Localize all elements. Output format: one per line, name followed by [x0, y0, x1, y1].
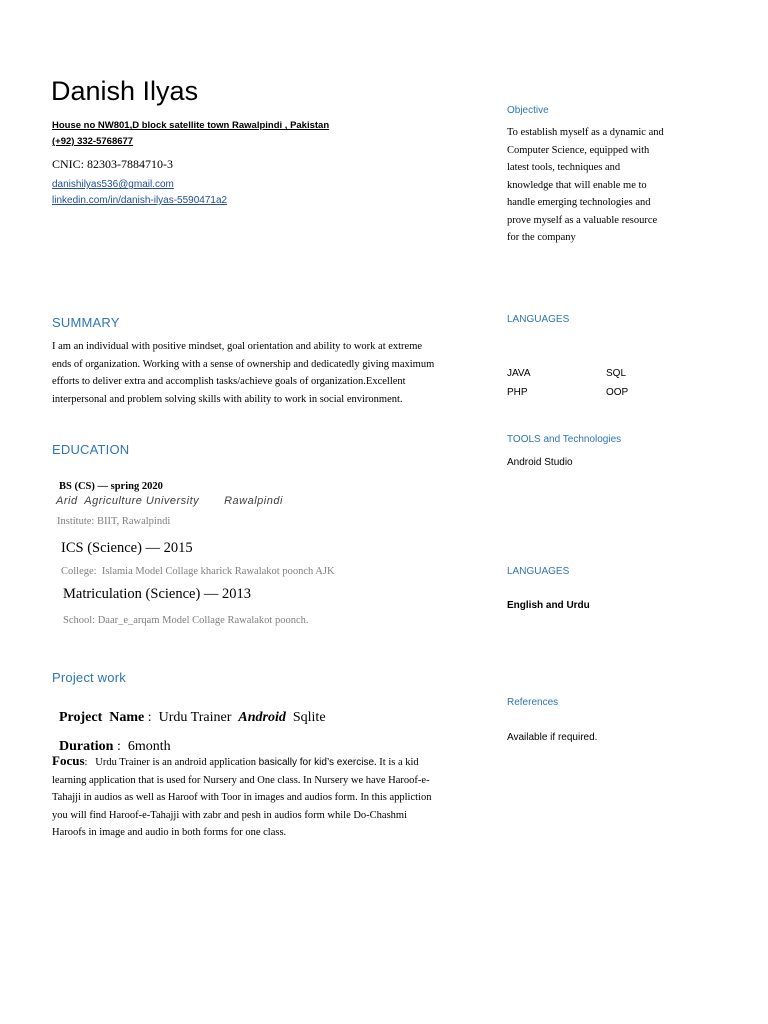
objective-line: To establish myself as a dynamic and — [507, 127, 664, 138]
bs-title: BS (CS) — spring 2020 — [59, 481, 163, 492]
cnic: CNIC: 82303-7884710-3 — [52, 157, 173, 171]
ics-title: ICS (Science) — 2015 — [61, 540, 193, 556]
matric-title: Matriculation (Science) — 2013 — [63, 586, 252, 602]
language-oop: OOP — [606, 387, 629, 398]
language-sql: SQL — [606, 368, 627, 379]
focus-intro-end: . It is a kid — [374, 757, 419, 768]
objective-line: for the company — [507, 232, 576, 243]
objective-line: Computer Science, equipped with — [507, 144, 650, 156]
focus-line: Haroofs in image and audio in both forms for one class. — [52, 827, 287, 838]
tools-heading: TOOLS and Technologies — [507, 434, 622, 445]
summary-line: interpersonal and problem solving skills with ability to work in social environment. — [52, 393, 403, 405]
duration-row — [52, 723, 171, 755]
candidate-name: Danish Ilyas — [51, 76, 199, 106]
language-php: PHP — [507, 387, 528, 398]
ics-college: College: Islamia Model Collage kharick Rawalakot poonch AJK — [61, 566, 335, 577]
bs-institute: Institute: BIIT, Rawalpindi — [57, 516, 171, 527]
tools-value: Android Studio — [507, 457, 573, 468]
phone: (+92) 332-5768677 — [52, 136, 134, 147]
duration-label: Duration — [59, 739, 114, 754]
focus-label: Focus — [52, 753, 85, 768]
spoken-languages-value: English and Urdu — [507, 600, 590, 611]
focus-text — [52, 752, 472, 842]
linkedin-link[interactable]: linkedin.com/in/danish-ilyas-5590471a2 — [52, 195, 228, 206]
summary-line: ends of organization. Working with a sense of ownership and dedicatedly giving maximum — [52, 358, 435, 370]
languages-heading: LANGUAGES — [507, 314, 570, 325]
focus-line: Tahajji in audios as well as Haroof with Toor in images and audios form. In this appliction — [52, 792, 432, 803]
references-heading: References — [507, 697, 559, 708]
email-link[interactable]: danishilyas536@gmail.com — [52, 179, 174, 190]
language-java: JAVA — [507, 368, 531, 379]
project-name-colon: : — [144, 710, 159, 725]
summary-heading: SUMMARY — [52, 315, 120, 330]
references-value: Available if required. — [507, 732, 598, 743]
duration-value: : 6month — [113, 739, 171, 754]
project-name-row — [52, 694, 326, 726]
summary-line: efforts to deliver extra and accomplish tasks/achieve goals of organization.Excellent — [52, 376, 406, 387]
spoken-languages-heading: LANGUAGES — [507, 566, 570, 577]
project-db: Sqlite — [285, 710, 326, 725]
focus-line: you will find Haroof-e-Tahajji with zabr and pesh in audios form while Do-Chashmi — [52, 809, 408, 821]
objective-line: knowledge that will enable me to — [507, 179, 647, 191]
objective-line: prove myself as a valuable resource — [507, 214, 658, 226]
focus-intro: : Urdu Trainer is an android application — [84, 757, 259, 768]
bs-university: Arid Agriculture University Rawalpindi — [56, 495, 283, 507]
summary-text — [52, 338, 434, 408]
objective-line: handle emerging technologies and — [507, 197, 651, 208]
objective-heading: Objective — [507, 105, 549, 116]
project-heading: Project work — [52, 670, 126, 685]
project-name-value: Urdu Trainer — [158, 710, 239, 725]
education-heading: EDUCATION — [52, 442, 130, 457]
project-name-label: Project Name — [59, 710, 145, 725]
project-platform: Android — [238, 710, 286, 725]
objective-text — [507, 124, 664, 247]
focus-line: learning application that is used for Nursery and One class. In Nursery we have Haroof-e- — [52, 774, 430, 786]
objective-line: latest tools, techniques and — [507, 162, 621, 173]
summary-line: I am an individual with positive mindset, goal orientation and ability to work at extreme — [52, 341, 423, 352]
address: House no NW801,D block satellite town Rawalpindi , Pakistan — [52, 120, 330, 131]
matric-school: School: Daar_e_arqam Model Collage Rawalakot poonch. — [63, 615, 309, 626]
focus-highlight: basically for kid’s exercise — [258, 757, 375, 768]
